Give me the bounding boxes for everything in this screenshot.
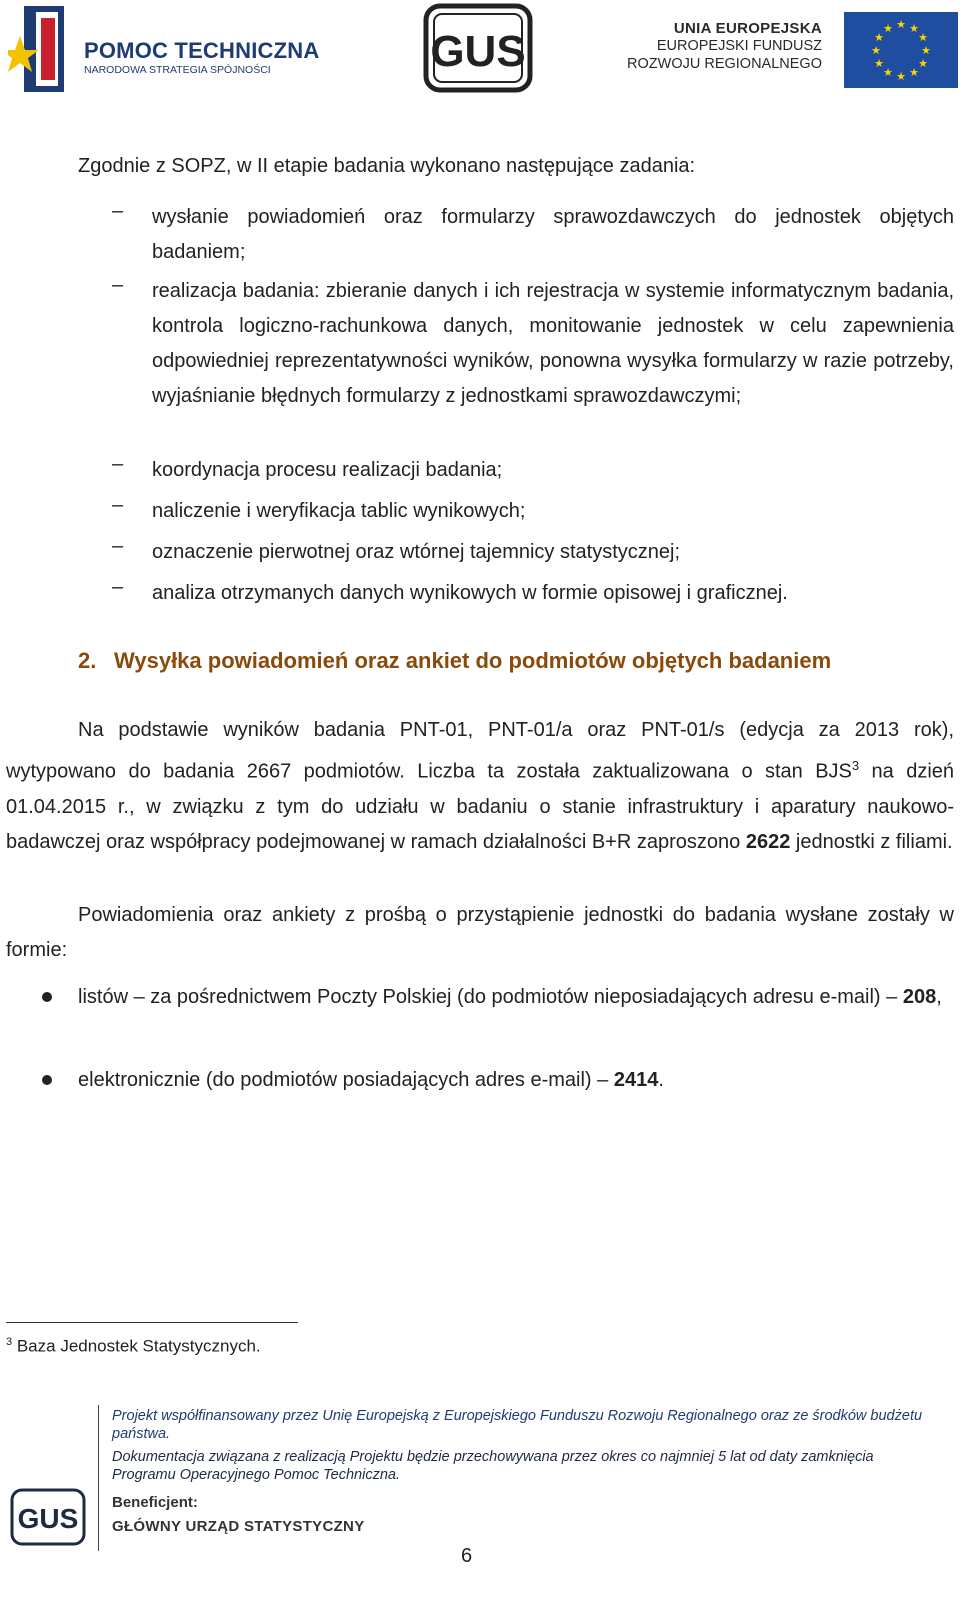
dash-marker: ‒ — [112, 535, 124, 557]
dash-marker: ‒ — [112, 274, 124, 296]
page-number: 6 — [461, 1545, 473, 1567]
footnote-number: 3 — [6, 1336, 13, 1348]
svg-text:★: ★ — [918, 57, 928, 70]
section-heading — [78, 648, 831, 674]
paragraph-text: na dzień 01.04.2015 r., w związku z tym do udziału w badaniu o stanie infrastruktury i aparatury naukowo-badawczej oraz współpracy podejmowanej w ramach działalności B+R zaproszono — [6, 760, 955, 853]
footer-cofinancing-note: Projekt współfinansowany przez Unię Europejską z Europejskiego Funduszu Rozwoju Regionalnego oraz ze środków budżetu państwa. — [112, 1408, 923, 1442]
dash-marker: ‒ — [112, 453, 124, 475]
beneficiary-label: Beneficjent: — [112, 1494, 198, 1511]
section-number: 2. — [78, 648, 97, 673]
svg-text:★: ★ — [909, 66, 919, 79]
paragraph-text: Na podstawie wyników badania PNT-01, PNT-01/a oraz PNT-01/s (edycja za 2013 rok), wytypowano do badania 2667 podmiotów. Liczba ta została zaktualizowana o stan BJS — [6, 719, 954, 783]
pomoc-techniczna-emblem-icon — [8, 6, 70, 92]
footer-gus-logo — [10, 1488, 86, 1546]
paragraph-notification — [6, 898, 954, 968]
pomoc-techniczna-logo — [8, 6, 320, 92]
intro-text: Zgodnie z SOPZ, w II etapie badania wykonano następujące zadania: — [78, 155, 696, 177]
list-item-text: listów – za pośrednictwem Poczty Polskiej (do podmiotów nieposiadających adresu e-mail) – 208, — [78, 986, 942, 1008]
eu-line-3: ROZWOJU REGIONALNEGO — [627, 56, 822, 72]
dash-marker: ‒ — [112, 494, 124, 516]
section-title: Wysyłka powiadomień oraz ankiet do podmiotów objętych badaniem — [114, 648, 832, 673]
svg-text:★: ★ — [921, 44, 931, 57]
eu-line-1: UNIA EUROPEJSKA — [673, 20, 822, 37]
svg-text:★: ★ — [896, 70, 906, 83]
svg-text:★: ★ — [896, 18, 906, 31]
dash-marker: ‒ — [112, 576, 124, 598]
svg-text:★: ★ — [874, 31, 884, 44]
paragraph-text: jednostki z filiami. — [790, 830, 953, 853]
beneficiary-name: GŁÓWNY URZĄD STATYSTYCZNY — [112, 1518, 365, 1535]
list-item-text: koordynacja procesu realizacji badania; — [152, 459, 503, 481]
footnote-text: Baza Jednostek Statystycznych. — [12, 1336, 261, 1356]
svg-text:★: ★ — [874, 57, 884, 70]
footnote — [6, 1336, 261, 1357]
footer-gus-logo-text: GUS — [17, 1503, 79, 1534]
eu-flag-icon — [844, 12, 958, 88]
footnote-reference[interactable]: 3 — [851, 758, 860, 773]
bullet-icon — [42, 1075, 52, 1085]
footnote-divider — [6, 1322, 298, 1323]
list-item-text: analiza otrzymanych danych wynikowych w formie opisowej i graficznej. — [152, 582, 788, 604]
letters-count: 208 — [902, 986, 937, 1008]
dash-marker: ‒ — [112, 200, 124, 222]
eu-line-2: EUROPEJSKI FUNDUSZ — [656, 38, 822, 54]
bullet-icon — [42, 992, 52, 1002]
eu-text-block — [627, 20, 822, 73]
paragraph-text: Powiadomienia oraz ankiety z prośbą o przystąpienie jednostki do badania wysłane zostały w formie: — [6, 904, 954, 961]
svg-text:★: ★ — [883, 66, 893, 79]
gus-logo — [422, 2, 534, 94]
list-item-text: wysłanie powiadomień oraz formularzy sprawozdawczych do jednostek objętych badaniem; — [152, 206, 954, 263]
list-item-text: realizacja badania: zbieranie danych i ich rejestracja w systemie informatycznym badania, kontrola logiczno-rachunkowa danych, monitowanie jednostek w celu zapewnienia odpowiedniej reprezentatywności wyników, ponowna wysyłka formularzy w razie potrzeby, wyjaśnianie błędnych formularzy z jednostkami sprawozdawczymi; — [152, 280, 954, 407]
svg-text:★: ★ — [871, 44, 881, 57]
footer-divider — [98, 1405, 99, 1551]
list-item-text: elektronicznie (do podmiotów posiadających adres e-mail) – 2414. — [78, 1069, 664, 1091]
gus-logo-text: GUS — [430, 27, 526, 76]
svg-text:★: ★ — [918, 31, 928, 44]
electronic-count: 2414 — [613, 1069, 659, 1091]
paragraph-selection — [6, 713, 954, 860]
svg-text:★: ★ — [883, 22, 893, 35]
pomoc-techniczna-subtitle: NARODOWA STRATEGIA SPÓJNOŚCI — [84, 64, 271, 76]
svg-text:★: ★ — [909, 22, 919, 35]
footer-documentation-note: Dokumentacja związana z realizacją Projektu będzie przechowywana przez okres co najmniej 5 lat od daty zamknięcia Programu Operacyjnego Pomoc Techniczna. — [112, 1449, 874, 1483]
pomoc-techniczna-title: POMOC TECHNICZNA — [84, 38, 320, 63]
list-item-text: naliczenie i weryfikacja tablic wynikowych; — [152, 500, 526, 522]
list-item-text: oznaczenie pierwotnej oraz wtórnej tajemnicy statystycznej; — [152, 541, 681, 563]
invited-count: 2622 — [745, 830, 791, 853]
